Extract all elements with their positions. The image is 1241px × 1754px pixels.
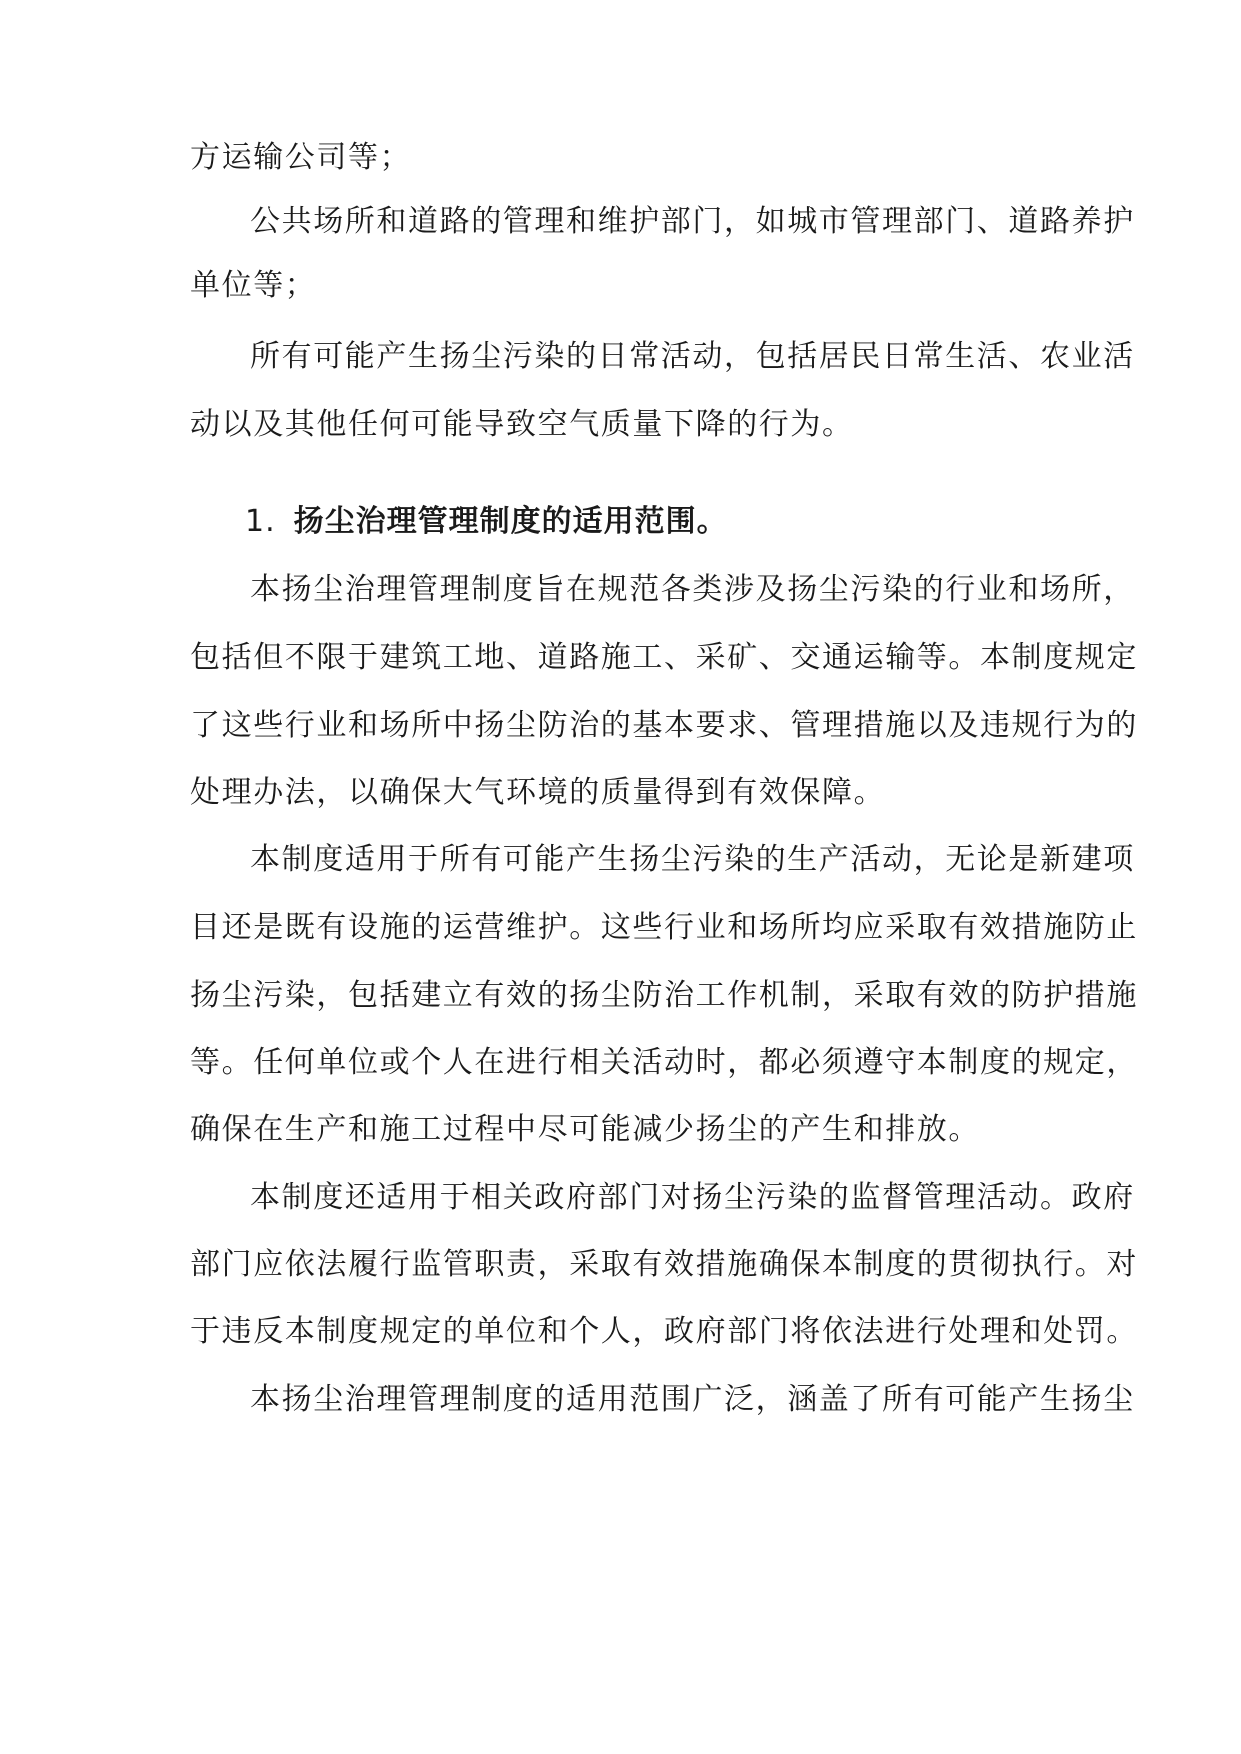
paragraph-line: 公共场所和道路的管理和维护部门，如城市管理部门、道路养护 [250,204,1135,239]
paragraph-line: 处理办法，以确保大气环境的质量得到有效保障。 [190,775,886,810]
paragraph-line: 确保在生产和施工过程中尽可能减少扬尘的产生和排放。 [190,1112,980,1147]
paragraph-line: 了这些行业和场所中扬尘防治的基本要求、管理措施以及违规行为的 [190,708,1138,743]
paragraph-line: 单位等； [190,268,317,303]
paragraph-line: 方运输公司等； [190,140,412,175]
section-heading [245,502,728,542]
paragraph-line: 所有可能产生扬尘污染的日常活动，包括居民日常生活、农业活 [250,339,1135,374]
section-title: 扬尘治理管理制度的适用范围。 [293,504,728,539]
paragraph-line: 本扬尘治理管理制度的适用范围广泛，涵盖了所有可能产生扬尘 [250,1382,1135,1417]
paragraph-line: 本扬尘治理管理制度旨在规范各类涉及扬尘污染的行业和场所， [250,572,1135,607]
paragraph-line: 动以及其他任何可能导致空气质量下降的行为。 [190,407,854,442]
paragraph-line: 等。任何单位或个人在进行相关活动时，都必须遵守本制度的规定， [190,1045,1138,1080]
paragraph-line: 目还是既有设施的运营维护。这些行业和场所均应采取有效措施防止 [190,910,1138,945]
paragraph-line: 于违反本制度规定的单位和个人，政府部门将依法进行处理和处罚。 [190,1314,1138,1349]
section-number: 1. [245,504,276,539]
paragraph-line: 本制度适用于所有可能产生扬尘污染的生产活动，无论是新建项 [250,842,1135,877]
paragraph-line: 扬尘污染，包括建立有效的扬尘防治工作机制，采取有效的防护措施 [190,978,1138,1013]
paragraph-line: 部门应依法履行监管职责，采取有效措施确保本制度的贯彻执行。对 [190,1247,1138,1282]
paragraph-line: 包括但不限于建筑工地、道路施工、采矿、交通运输等。本制度规定 [190,640,1138,675]
paragraph-line: 本制度还适用于相关政府部门对扬尘污染的监督管理活动。政府 [250,1180,1135,1215]
